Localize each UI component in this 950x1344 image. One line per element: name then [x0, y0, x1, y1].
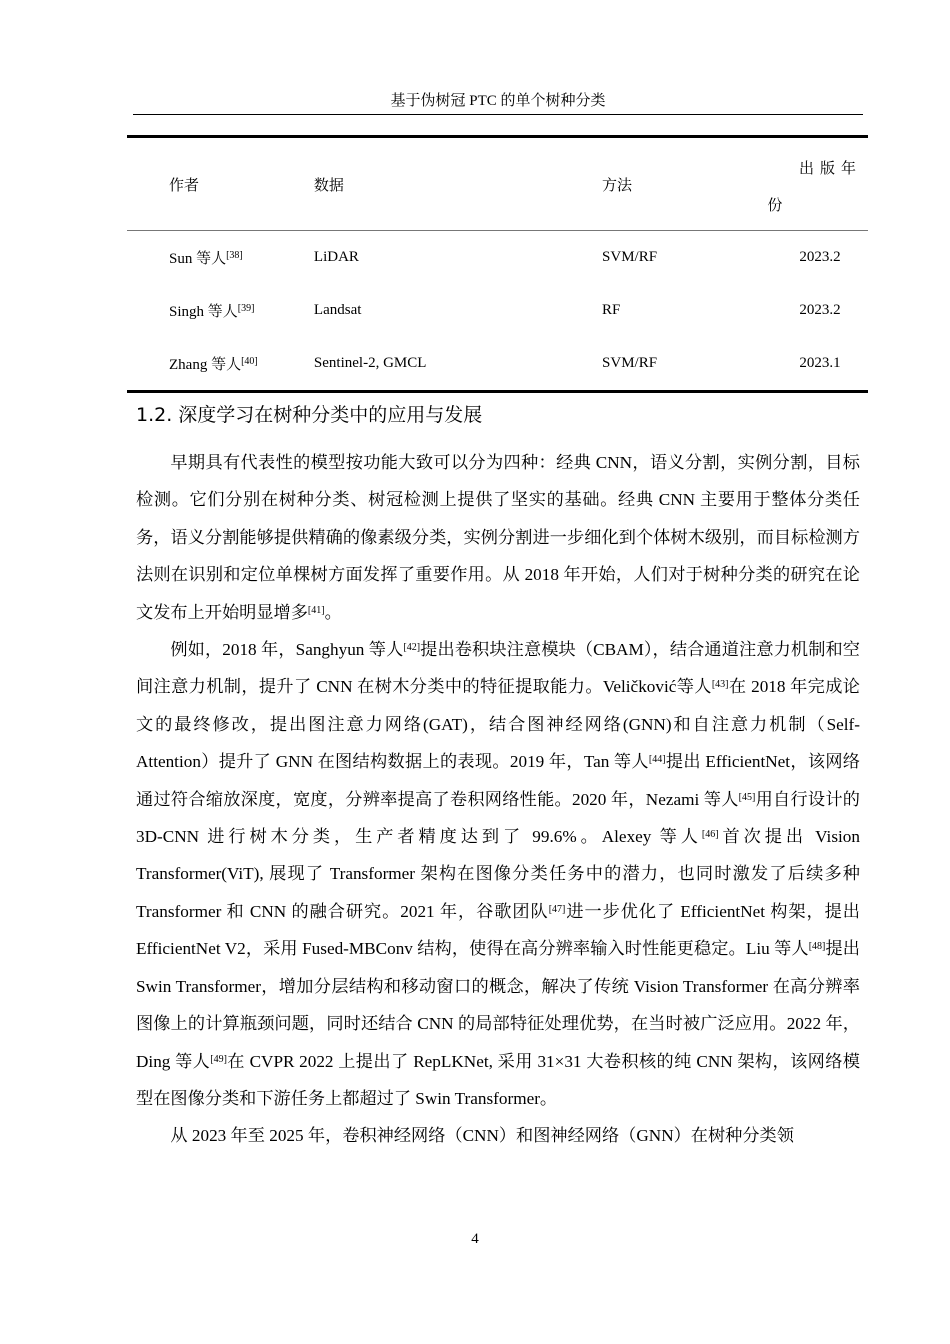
body-text — [136, 444, 860, 1155]
column-header-method: 方法 — [602, 177, 633, 194]
cell-author: Sun 等人[38] — [169, 250, 243, 267]
citation-ref: [41] — [307, 604, 325, 616]
column-header-year-line1: 出版年 — [798, 161, 862, 177]
citation-ref: [46] — [701, 829, 719, 841]
citation-ref: [42] — [403, 642, 421, 654]
literature-table — [127, 135, 868, 393]
citation-ref: [40] — [241, 356, 258, 367]
citation-ref: [44] — [648, 754, 666, 766]
table-row — [127, 284, 868, 337]
cell-data: Sentinel-2, GMCL — [313, 355, 427, 371]
paragraph-3: 从 2023 年至 2025 年，卷积神经网络（CNN）和图神经网络（GNN）在树种分类领 — [170, 1126, 794, 1146]
paragraph-1: 早期具有代表性的模型按功能大致可以分为四种：经典 CNN，语义分割，实例分割，目标检测。它们分别在树种分类、树冠检测上提供了坚实的基础。经典 CNN 主要用于整体分类任务，语义分割能够提供精确的像素级分类，实例分割进一步细化到个体树木级别，而目标检测方法则在识别和定位单棵树方面发挥了重要作用。从 2018 年开始，人们对于树种分类的研究在论文发布上开始明显增多[41]。 — [136, 453, 860, 622]
citation-ref: [39] — [237, 303, 255, 314]
section-heading: 1.2. 深度学习在树种分类中的应用与发展 — [136, 404, 483, 426]
cell-author: Zhang 等人[40] — [169, 356, 258, 373]
page-number: 4 — [471, 1231, 479, 1247]
cell-data: Landsat — [313, 302, 362, 318]
cell-data: LiDAR — [313, 249, 359, 265]
citation-ref: [43] — [711, 679, 729, 691]
table-row — [127, 231, 868, 285]
citation-ref: [48] — [808, 941, 826, 953]
header-rule — [133, 114, 863, 115]
table-row — [127, 337, 868, 392]
running-header: 基于伪树冠 PTC 的单个树种分类 — [390, 93, 606, 109]
cell-year: 2023.1 — [799, 355, 841, 371]
column-header-author: 作者 — [169, 177, 200, 194]
paragraph-2: 例如，2018 年，Sanghyun 等人[42]提出卷积块注意模块（CBAM），结合通道注意力机制和空间注意力机制，提升了 CNN 在树木分类中的特征提取能力。Veličković等人[43]在 2018 年完成论文的最终修改，提出图注意力网络(GAT)，结合图神经网络(GNN)和自注意力机制（Self-Attention）提升了 GNN 在图结构数据上的表现。2019 年，Tan 等人[44]提出 EfficientNet，该网络 通过符合缩放深度，宽度，分辨率提高了卷积网络性能。2020 年，Nezami 等人[45]用自行设计的 3D-CNN 进行树木分类，生产者精度达到了 99.6%。Alexey 等人[46]首次提出 Vision Transformer(ViT), 展现了 Transformer 架构在图像分类任务中的潜力，也同时激发了后续多种 Transformer 和 CNN 的融合研究。2021 年，谷歌团队[47]进一步优化了 EfficientNet 构架，提出 EfficientNet V2，采用 Fused-MBConv 结构，使得在高分辨率输入时性能更稳定。Liu 等人[48]提出 Swin Transformer，增加分层结构和移动窗口的概念，解决了传统 Vision Transformer 在高分辨率图像上的计算瓶颈问题，同时还结合 CNN 的局部特征处理优势，在当时被广泛应用。2022 年，Ding 等人[49]在 CVPR 2022 上提出了 RepLKNet, 采用 31×31 大卷积核的纯 CNN 架构，该网络模型在图像分类和下游任务上都超过了 Swin Transformer。 — [136, 640, 860, 1108]
column-header-year-line2: 份 — [767, 198, 783, 214]
citation-ref: [38] — [226, 250, 243, 261]
column-header-year — [759, 137, 868, 231]
citation-ref: [49] — [210, 1053, 227, 1065]
cell-method: RF — [602, 302, 621, 318]
citation-ref: [45] — [738, 791, 756, 803]
table-header-row — [127, 137, 868, 231]
column-header-data: 数据 — [313, 177, 344, 194]
cell-method: SVM/RF — [602, 355, 658, 371]
cell-year: 2023.2 — [799, 302, 841, 318]
cell-author: Singh 等人[39] — [169, 303, 255, 320]
cell-year: 2023.2 — [799, 249, 841, 265]
citation-ref: [47] — [548, 903, 566, 915]
cell-method: SVM/RF — [602, 249, 658, 265]
